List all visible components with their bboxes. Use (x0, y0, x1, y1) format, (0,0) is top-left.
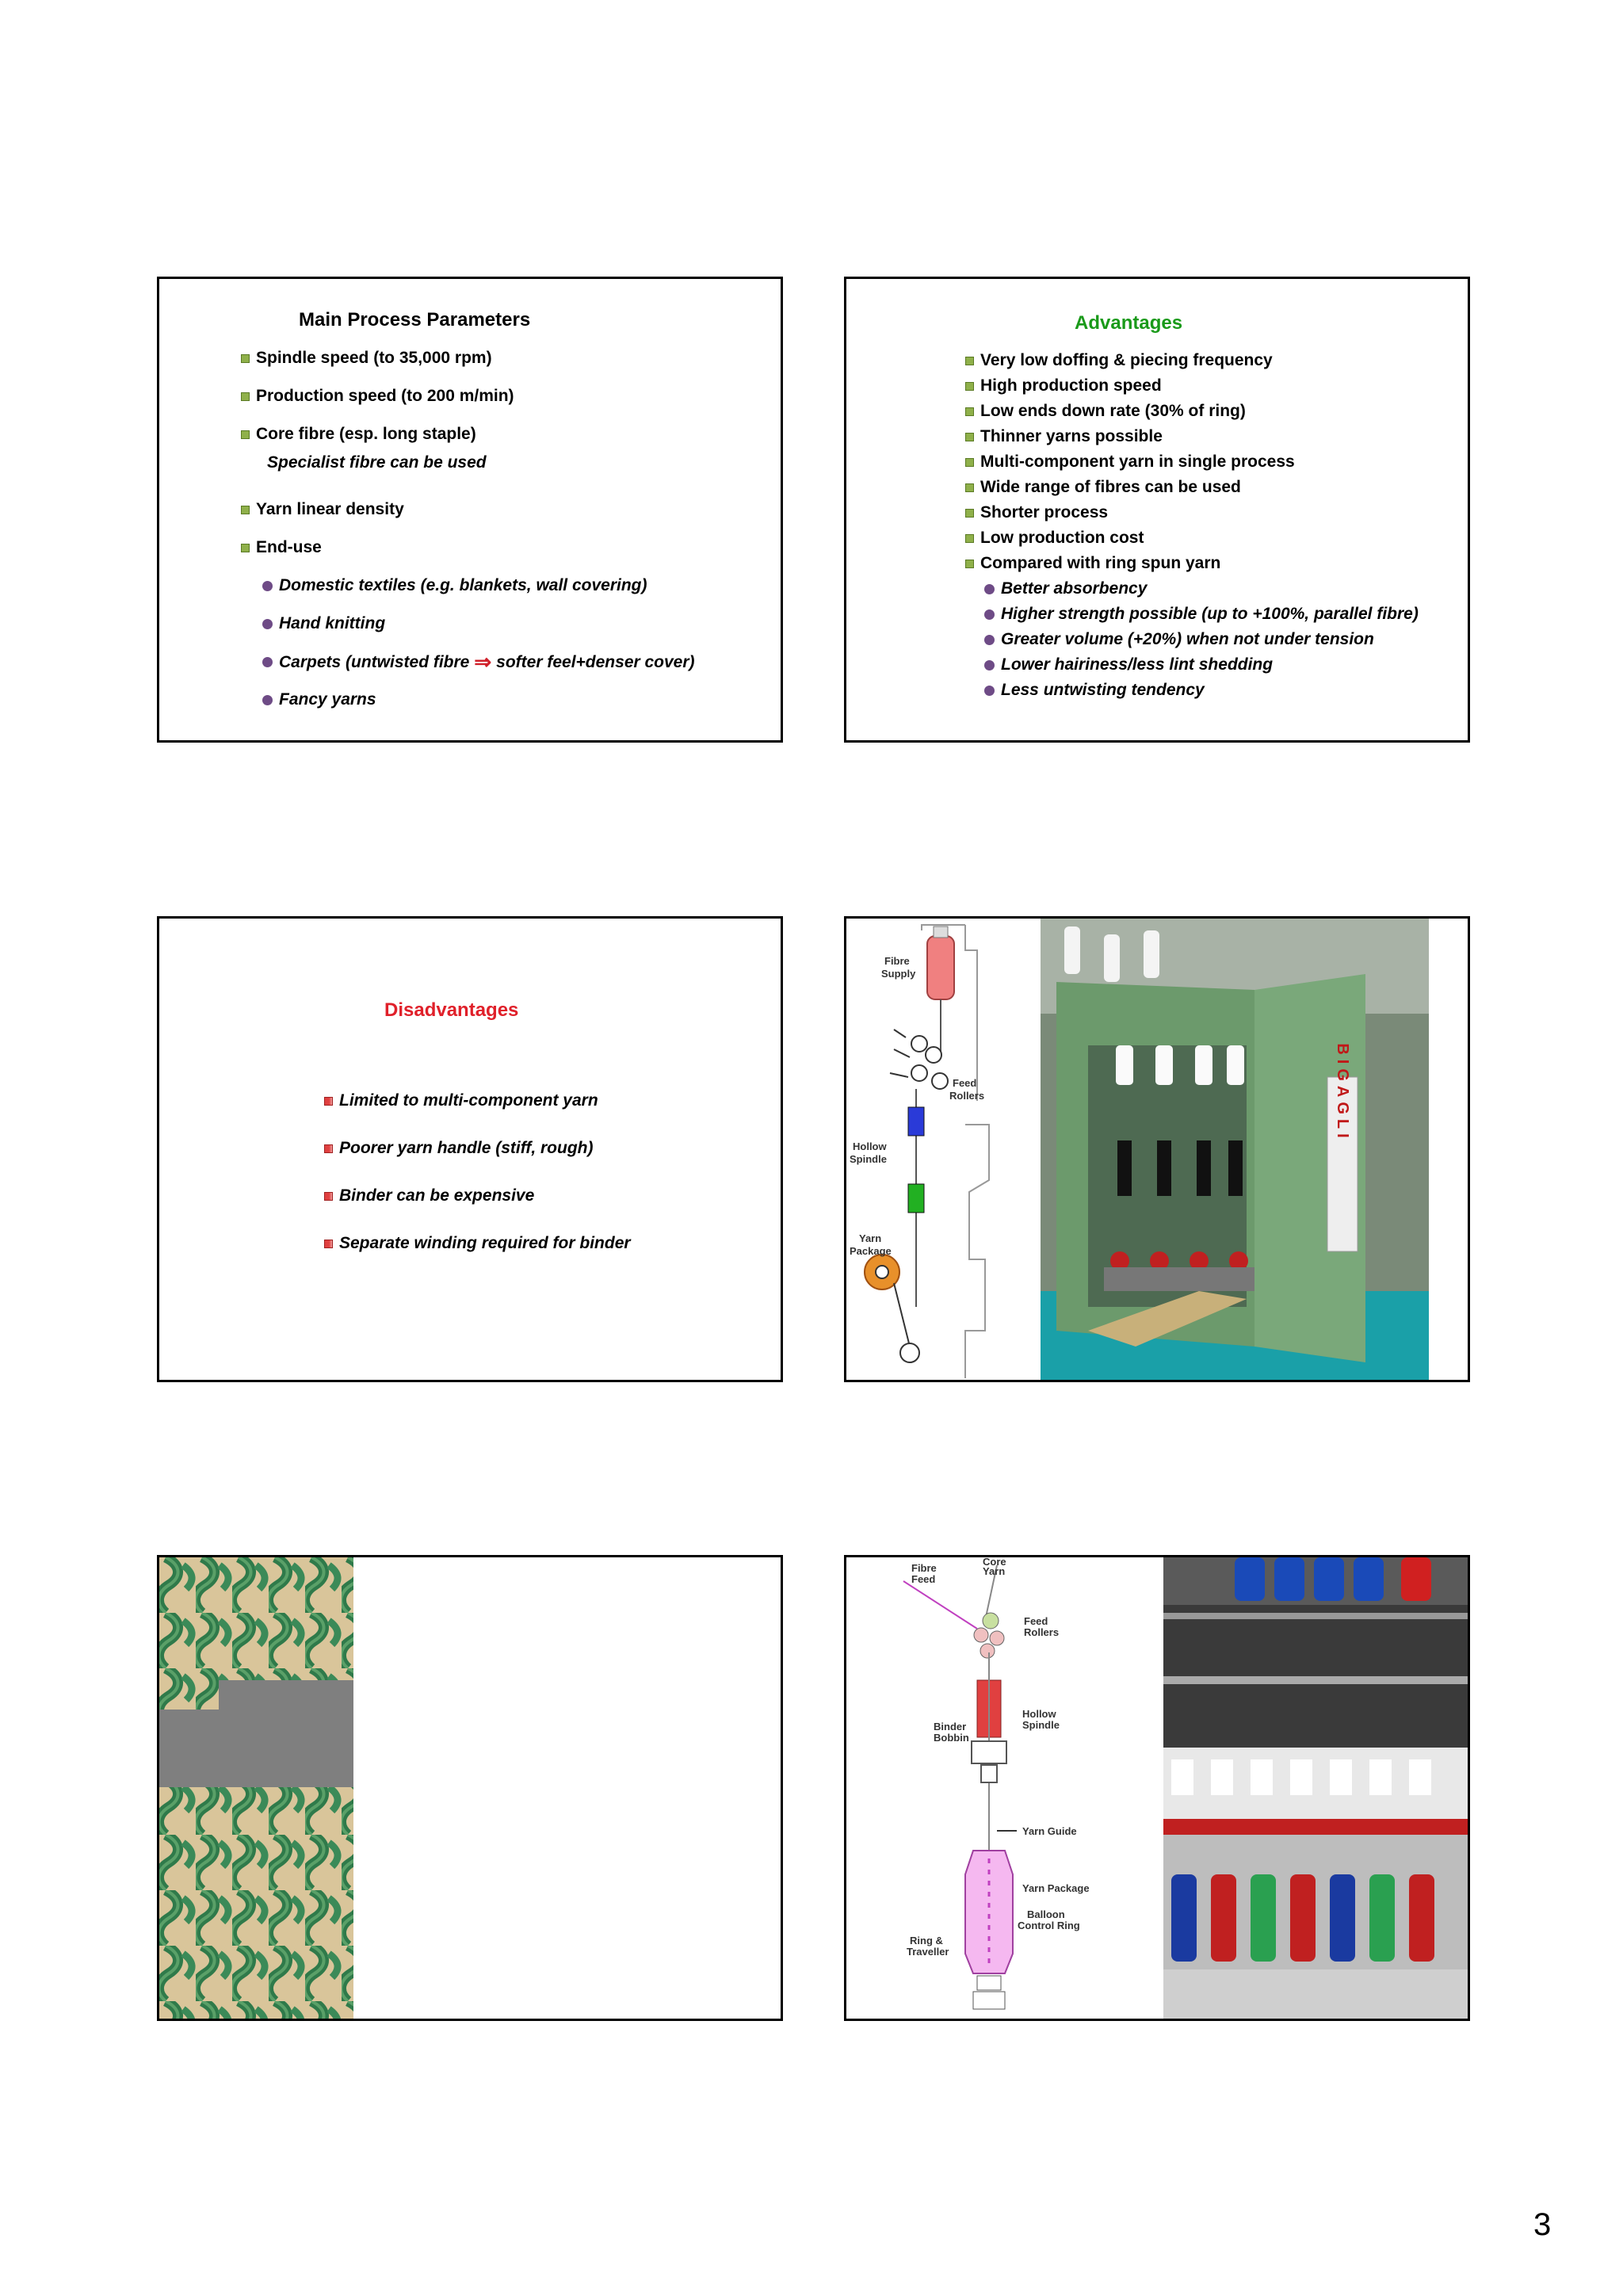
square-bullet-icon (965, 407, 974, 416)
diagram-label: Feed (953, 1077, 977, 1089)
diagram-label: Yarn (859, 1232, 882, 1244)
diagram-label: Control Ring (1018, 1920, 1080, 1931)
square-bullet-icon (241, 354, 250, 363)
diagram-label: Ring & (910, 1935, 943, 1946)
spinning-frame-photo (1163, 1557, 1468, 2019)
bullet-item: Yarn linear density (241, 500, 404, 519)
square-bullet-icon (965, 560, 974, 568)
slide-main-process-parameters (157, 277, 783, 743)
sub-bullet-item: Carpets (untwisted fibre ⇒ softer feel+denser cover) (262, 650, 695, 674)
round-bullet-icon (984, 609, 995, 620)
square-bullet-icon (241, 544, 250, 552)
bullet-item: Poorer yarn handle (stiff, rough) (324, 1139, 593, 1158)
diagram-label: Yarn Package (1022, 1882, 1090, 1894)
round-bullet-icon (984, 686, 995, 696)
round-bullet-icon (262, 657, 273, 667)
bullet-item: Thinner yarns possible (965, 427, 1163, 446)
bullet-item: Spindle speed (to 35,000 rpm) (241, 349, 492, 368)
bullet-item: Low ends down rate (30% of ring) (965, 402, 1246, 421)
diagram-label: Binder (934, 1721, 967, 1733)
page-number: 3 (1533, 2207, 1552, 2242)
square-bullet-icon (965, 382, 974, 391)
slide-core-yarn-process (844, 1555, 1470, 2021)
brand-label: BIGAGLI (1334, 1043, 1351, 1143)
diagram-label: Hollow (1022, 1708, 1056, 1720)
square-bullet-icon (324, 1192, 333, 1201)
diagram-label: Balloon (1027, 1908, 1065, 1920)
square-bullet-icon (965, 458, 974, 467)
round-bullet-icon (984, 635, 995, 645)
slide-fancy-yarn-photo (157, 1555, 783, 2021)
sub-bullet-item: Better absorbency (984, 579, 1147, 598)
diagram-label: Core (983, 1557, 1006, 1568)
diagram-label: Fibre (911, 1562, 937, 1574)
bullet-item: Very low doffing & piecing frequency (965, 351, 1273, 370)
slide-title: Disadvantages (384, 999, 519, 1021)
round-bullet-icon (262, 695, 273, 705)
sub-bullet-item: Domestic textiles (e.g. blankets, wall covering) (262, 576, 647, 595)
diagram-label: Rollers (1024, 1626, 1060, 1638)
bullet-item: Low production cost (965, 529, 1144, 548)
bullet-item: Limited to multi-component yarn (324, 1091, 598, 1110)
round-bullet-icon (262, 619, 273, 629)
square-bullet-icon (241, 506, 250, 514)
machine-photo (1041, 919, 1429, 1380)
diagram-label: Traveller (907, 1946, 949, 1958)
bullet-item: Wide range of fibres can be used (965, 478, 1241, 497)
slide-disadvantages (157, 916, 783, 1382)
bullet-item: High production speed (965, 376, 1162, 395)
slide-title: Advantages (1075, 312, 1183, 334)
diagram-label: Rollers (949, 1090, 985, 1102)
square-bullet-icon (324, 1240, 333, 1248)
implies-arrow-icon: ⇒ (474, 650, 492, 674)
sub-bullet-item: Less untwisting tendency (984, 681, 1205, 700)
slide-title: Main Process Parameters (299, 309, 531, 330)
slide-advantages (844, 277, 1470, 743)
sub-bullet-item: Lower hairiness/less lint shedding (984, 655, 1273, 674)
square-bullet-icon (965, 509, 974, 518)
round-bullet-icon (984, 584, 995, 594)
sub-bullet-item: Greater volume (+20%) when not under tension (984, 630, 1374, 649)
note-text: Specialist fibre can be used (267, 453, 487, 472)
slide-hollow-spindle-machine (844, 916, 1470, 1382)
diagram-label: Package (850, 1245, 892, 1257)
square-bullet-icon (965, 357, 974, 365)
bullet-item: Multi-component yarn in single process (965, 453, 1295, 472)
twisted-yarn-photo (159, 1557, 781, 2019)
square-bullet-icon (241, 392, 250, 401)
sub-bullet-item: Fancy yarns (262, 690, 376, 709)
diagram-label: Supply (881, 968, 916, 980)
diagram-label: Spindle (850, 1153, 887, 1165)
diagram-label: Spindle (1022, 1719, 1060, 1731)
bullet-item: Compared with ring spun yarn (965, 554, 1220, 573)
bullet-item: End-use (241, 538, 322, 557)
sub-bullet-item: Hand knitting (262, 614, 385, 633)
bullet-item: Shorter process (965, 503, 1108, 522)
square-bullet-icon (965, 534, 974, 543)
square-bullet-icon (324, 1097, 333, 1106)
diagram-label: Feed (911, 1573, 936, 1585)
diagram-label: Fibre (884, 955, 910, 967)
round-bullet-icon (984, 660, 995, 670)
bullet-item: Separate winding required for binder (324, 1234, 631, 1253)
round-bullet-icon (262, 581, 273, 591)
square-bullet-icon (324, 1144, 333, 1153)
sub-bullet-item: Higher strength possible (up to +100%, parallel fibre) (984, 605, 1419, 624)
diagram-label: Yarn Guide (1022, 1825, 1077, 1837)
diagram-label: Bobbin (934, 1732, 969, 1744)
square-bullet-icon (241, 430, 250, 439)
diagram-label: Hollow (853, 1140, 887, 1152)
bullet-item: Production speed (to 200 m/min) (241, 387, 514, 406)
bullet-item: Core fibre (esp. long staple) (241, 425, 476, 444)
diagram-label: Feed (1024, 1615, 1048, 1627)
square-bullet-icon (965, 433, 974, 441)
square-bullet-icon (965, 483, 974, 492)
bullet-item: Binder can be expensive (324, 1186, 534, 1205)
diagram-label: Yarn (983, 1565, 1006, 1577)
